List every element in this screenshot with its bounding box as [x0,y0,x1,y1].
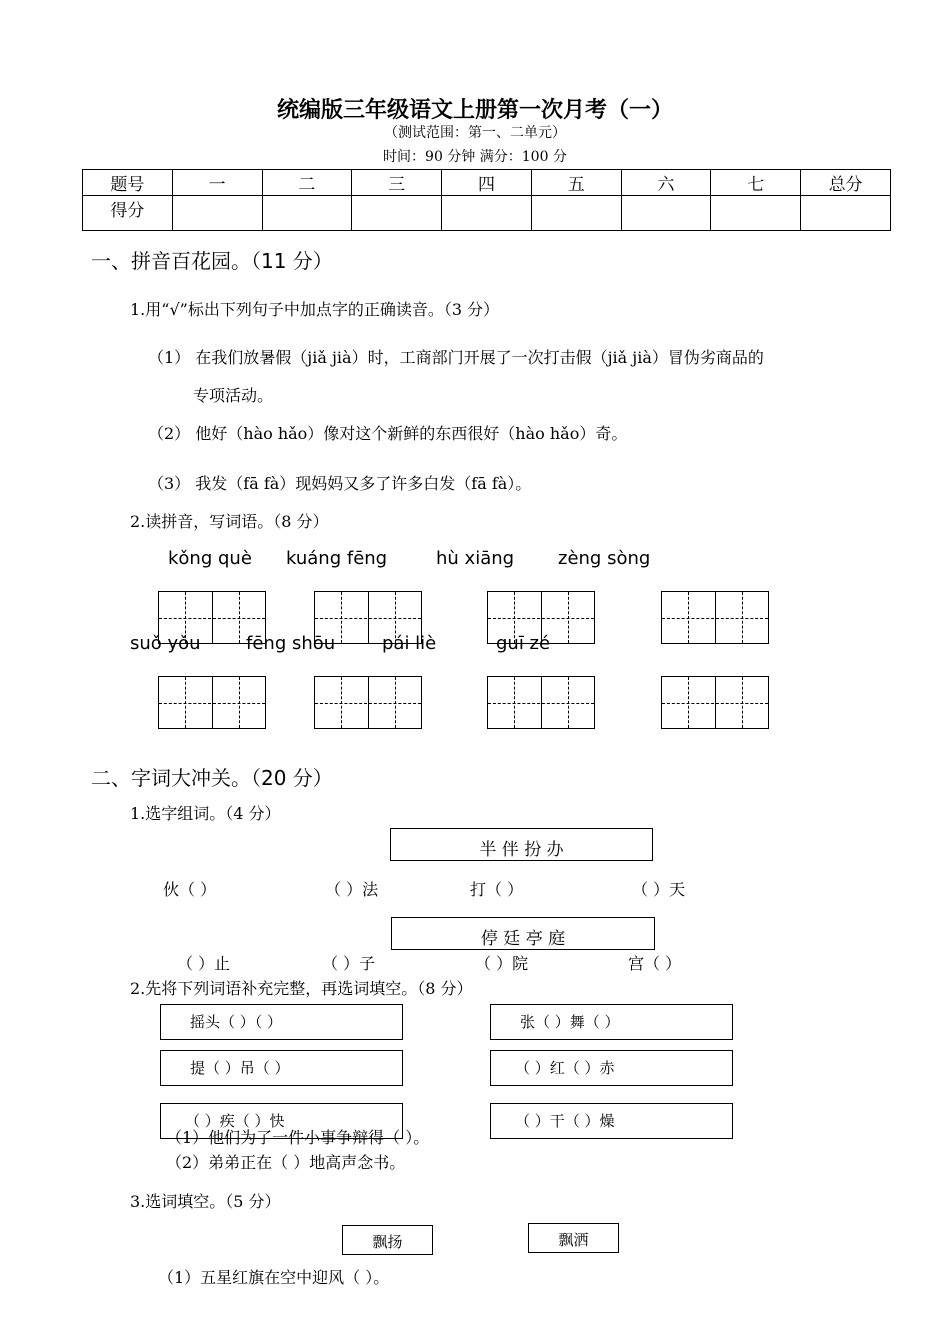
question-2-1-prompt: 1.选字组词。（4 分） [130,804,281,823]
score-cell[interactable] [621,196,711,231]
word-choice: 飘洒 [558,1231,589,1249]
fill-blank-sentence[interactable]: （2）弟弟正在（ ）地高声念书。 [166,1153,406,1172]
idiom-text[interactable]: （ ）红（ ）赤 [515,1059,615,1077]
question-2-2-prompt: 2.先将下列词语补充完整，再选词填空。（8 分） [130,979,473,998]
word-blank[interactable]: 打（ ） [470,880,524,899]
score-header-cell: 六 [621,170,711,196]
word-blank[interactable]: 伙（ ） [163,880,217,899]
section-1-title: 一、拼音百花园。（11 分） [91,249,333,273]
word-choice-box [528,1223,619,1253]
score-table [82,169,891,231]
word-blank[interactable]: 宫（ ） [628,954,682,973]
idiom-text[interactable]: （ ）疾（ ）快 [185,1112,285,1130]
score-row-label: 得分 [83,196,173,231]
word-choice: 飘扬 [372,1233,403,1251]
idiom-box [490,1004,733,1040]
idiom-box [160,1004,403,1040]
word-blank[interactable]: （ ）院 [475,954,529,973]
idiom-text[interactable]: 摇头（ ）（ ） [190,1013,283,1031]
writing-grid[interactable] [661,591,769,644]
test-scope: （测试范围：第一、二单元） [384,125,566,141]
score-cell[interactable] [711,196,801,231]
score-header-cell: 题号 [83,170,173,196]
character-choice-box [391,917,655,950]
word-blank[interactable]: （ ）天 [632,880,686,899]
question-1-2-prompt: 2.读拼音，写词语。（8 分） [130,512,329,531]
question-2-3-prompt: 3.选词填空。（5 分） [130,1192,281,1211]
time-and-score: 时间：90 分钟 满分：100 分 [383,149,567,165]
idiom-text[interactable]: （ ）干（ ）燥 [515,1112,615,1130]
character-choices: 半 伴 扮 办 [479,840,564,860]
writing-grid[interactable] [661,676,769,729]
score-cell[interactable] [352,196,442,231]
writing-grid[interactable] [314,676,422,729]
fill-blank-sentence[interactable]: （1）他们为了一件小事争辩得（ ）。 [166,1128,430,1147]
word-blank[interactable]: （ ）法 [325,880,379,899]
question-1-1-item-2: （2） 他好（hào hǎo）像对这个新鲜的东西很好（hào hǎo）奇。 [148,424,628,443]
pinyin-label: suǒ yǒu [130,633,201,654]
score-header-cell: 总分 [801,170,891,196]
pinyin-label: pái liè [382,633,437,654]
fill-blank-sentence[interactable]: （1）五星红旗在空中迎风（ ）。 [158,1268,390,1287]
score-header-cell: 七 [711,170,801,196]
idiom-text[interactable]: 张（ ）舞（ ） [520,1013,620,1031]
pinyin-label: fēng shōu [246,633,336,654]
score-header-cell: 四 [442,170,532,196]
idiom-box [490,1103,733,1139]
pinyin-label: guī zé [496,633,551,654]
score-header-cell: 五 [531,170,621,196]
word-choice-box [342,1225,433,1255]
pinyin-label: kuáng fēng [286,548,388,569]
idiom-text[interactable]: 提（ ）吊（ ） [190,1059,290,1077]
score-cell[interactable] [172,196,262,231]
score-cell[interactable] [442,196,532,231]
score-header-cell: 一 [172,170,262,196]
idiom-box [490,1050,733,1086]
page-title: 统编版三年级语文上册第一次月考（一） [276,97,673,123]
word-blank[interactable]: （ ）子 [322,954,376,973]
score-header-cell: 三 [352,170,442,196]
character-choice-box [390,828,653,861]
question-1-1-item-1: （1） 在我们放暑假（jiǎ jià）时，工商部门开展了一次打击假（jiǎ jià）冒伪劣商品的 [148,348,764,367]
writing-grid[interactable] [158,676,266,729]
pinyin-label: hù xiāng [436,548,515,569]
score-header-cell: 二 [262,170,352,196]
idiom-box [160,1050,403,1086]
pinyin-label: kǒng què [168,548,252,569]
question-1-1-item-1-cont: 专项活动。 [193,386,274,405]
score-cell[interactable] [801,196,891,231]
question-1-1-item-3: （3） 我发（fā fà）现妈妈又多了许多白发（fā fà）。 [148,474,532,493]
score-cell[interactable] [262,196,352,231]
word-blank[interactable]: （ ）止 [177,954,231,973]
character-choices: 停 廷 亭 庭 [480,929,566,949]
pinyin-label: zèng sòng [558,548,651,569]
writing-grid[interactable] [487,676,595,729]
score-cell[interactable] [531,196,621,231]
section-2-title: 二、字词大冲关。（20 分） [91,766,333,790]
question-1-1-prompt: 1.用“√”标出下列句子中加点字的正确读音。（3 分） [130,300,500,319]
